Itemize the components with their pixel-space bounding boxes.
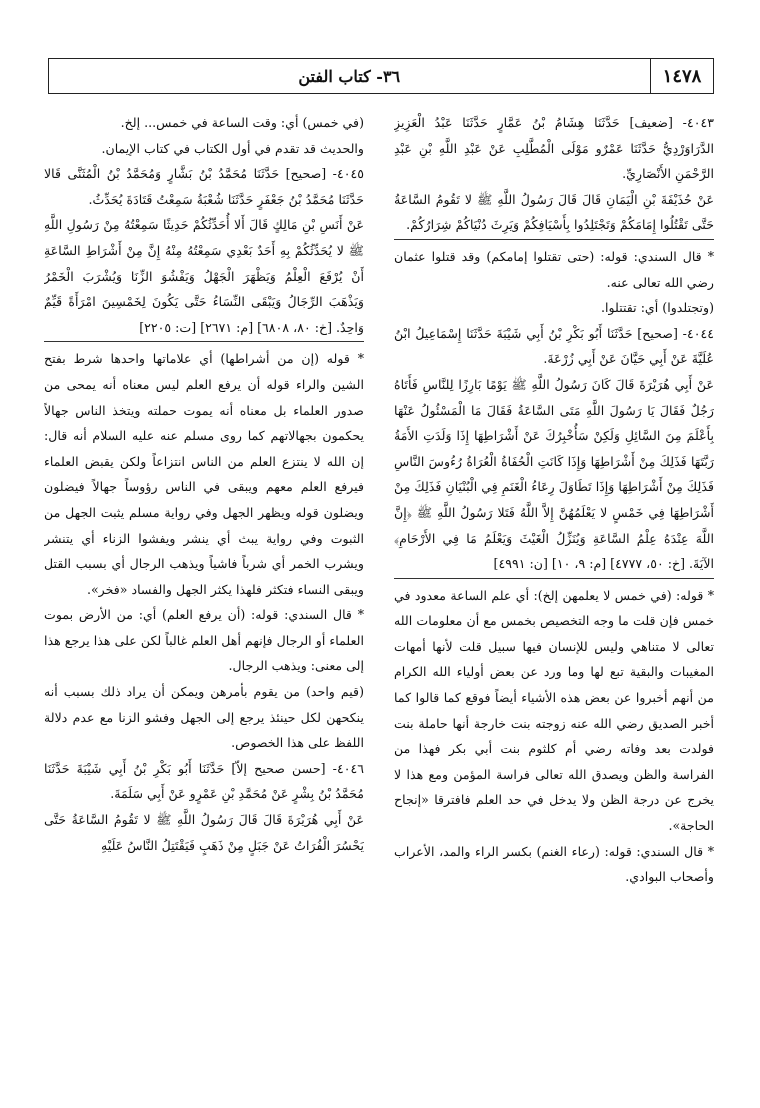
hadith-4046-matn: عَنْ أَبِي هُرَيْرَةَ قَالَ قَالَ رَسُولُ اللَّهِ ﷺ لا تَقُومُ السَّاعَةُ حَتَّى يَحْسُرَ الْفُرَاتُ عَنْ جَبَلٍ مِنْ ذَهَبٍ فَيَقْتَتِلُ النَّاسُ عَلَيْهِ (44, 812, 364, 853)
commentary-divider (394, 578, 714, 579)
commentary-note: (قيم واحد) من يقوم بأمرهن ويمكن أن يراد ذلك بسبب أنه ينكحهن لكل حينئذ يرجع إلى الجهل وفشو الزنا مع عدم دلالة اللفظ على هذا الخصوص. (44, 684, 364, 751)
hadith-4043-matn: عَنْ حُذَيْفَةَ بْنِ الْيَمَانِ قَالَ قَالَ رَسُولُ اللَّهِ ﷺ لا تَقُومُ السَّاعَةُ حَتَّى تَقْتُلُوا إِمَامَكُمْ وَتَجْتَلِدُوا بِأَسْيَافِكُمْ وَيَرِثَ دُنْيَاكُمْ شِرَارُكُمْ. (394, 191, 714, 233)
commentary-injah: * قوله: (في خمس لا يعلمهن إلخ): أي علم الساعة معدود في خمس فإن قلت ما وجه التخصيص بخمس مع أن معلومات الله تعالى لا متناهي وليس للإنسان فيها سبيل قلت لأنها أمهات المغيبات والبقية تبع لها وما ورد عن بعض أولياء الله الكرام من أنهم أخبروا عن بعض هذه الأشياء أيضاً فوقع كما قالوا كما أخبر الصديق رضي الله عنه زوجته بنت خارجة أنها حاملة بنت فولدت بعد وفاته رضي أم كلثوم بنت أبي بكر فهذا من الفراسة والظن ويصدق الله تعالى فراسة المؤمن ومع هذا لا يخرج عن درجة الظن ولا يدخل في حد العلم فافترقا «إنجاح الحاجة». (394, 587, 714, 834)
commentary-fakhr: * قوله (إن من أشراطها) أي علاماتها واحدها شرط بفتح الشين والراء قوله أن يرفع العلم ليس معناه أنه يمحى من صدور العلماء بل معناه أنه يموت حملته ويتخذ الناس جهالاً يحكمون بجهالاتهم كما روى مسلم عنه عليه السلام أنه قال: إن الله لا ينتزع العلم من الناس انتزاعاً ولكن يقبض العلماء فيرفع العلم معهم ويبقى في الناس رؤوساً جهالاً فيضلون ويضلون قوله ويظهر الجهل وفي رواية مسلم يثبت الجهل من الثبوت وفي رواية يبث أي ينشر ويفشوا الزناء أي يتنشر ويشرب الخمر أي شرباً فاشياً ويذهب الرجال أي بسبب القتل ويبقى النساء فتكثر فلهذا يكثر الجهل والفساد «فخر». (44, 351, 364, 597)
commentary-continued: (في خمس) أي: وقت الساعة في خمس... إلخ. (120, 115, 364, 130)
hadith-4045-matn: عَنْ أَنَسِ بْنِ مَالِكٍ قَالَ أَلا أُحَدِّثُكُمْ حَدِيثًا سَمِعْتُهُ مِنْ رَسُولِ اللَّهِ ﷺ لا يُحَدِّثُكُمْ بِهِ أَحَدٌ بَعْدِي سَمِعْتُهُ مِنْهُ إِنَّ مِنْ أَشْرَاطِ السَّاعَةِ أَنْ يُرْفَعَ الْعِلْمُ وَيَظْهَرَ الْجَهْلُ وَيَفْشُوَ الزِّنَا وَيُشْرَبَ الْخَمْرُ وَيَذْهَبَ الرِّجَالُ وَيَبْقَى النِّسَاءُ حَتَّى يَكُونَ لِخَمْسِينَ امْرَأَةً قَيِّمٌ وَاحِدٌ. [خ: ٨٠، ٦٨٠٨] [م: ٢٦٧١] [ت: ٢٢٠٥] (44, 217, 364, 335)
commentary-divider (44, 341, 364, 342)
commentary-sindi: * قال السندي: قوله: (حتى تقتلوا إمامكم) وقد قتلوا عثمان رضي الله تعالى عنه. (394, 248, 714, 290)
page-header (48, 58, 714, 94)
hadith-4046-isnad: ٤٠٤٦- [حسن صحيح إلاّ] حَدَّثَنَا أَبُو بَكْرِ بْنُ أَبِي شَيْبَةَ حَدَّثَنَا مُحَمَّدُ بْنُ بِشْرٍ عَنْ مُحَمَّدِ بْنِ عَمْرٍو عَنْ أَبِي سَلَمَةَ. (44, 760, 364, 802)
commentary-sindi: * قال السندي: قوله: (رعاء الغنم) بكسر الراء والمد، الأعراب وأصحاب البوادي. (394, 843, 714, 885)
hadith-4043-isnad: ٤٠٤٣- [ضعيف] حَدَّثَنَا هِشَامُ بْنُ عَمَّارٍ حَدَّثَنَا عَبْدُ الْعَزِيزِ الدَّرَاوَرْدِيُّ حَدَّثَنَا عَمْرٌو مَوْلَى الْمُطَّلِبِ عَنْ عَبْدِ اللَّهِ بْنِ عَبْدِ الرَّحْمَنِ الأَنْصَارِيِّ. (394, 115, 714, 182)
hadith-4044-matn: عَنْ أَبِي هُرَيْرَةَ قَالَ كَانَ رَسُولُ اللَّهِ ﷺ يَوْمًا بَارِزًا لِلنَّاسِ فَأَتَاهُ رَجُلٌ فَقَالَ يَا رَسُولَ اللَّهِ مَتَى السَّاعَةُ فَقَالَ مَا الْمَسْئُولُ عَنْهَا بِأَعْلَمَ مِنَ السَّائِلِ وَلَكِنْ سَأُخْبِرُكَ عَنْ أَشْرَاطِهَا إِذَا وَلَدَتِ الأَمَةُ رَبَّتَهَا فَذَلِكَ مِنْ أَشْرَاطِهَا وَإِذَا كَانَتِ الْحُفَاةُ الْعُرَاةُ رُءُوسَ النَّاسِ فَذَلِكَ مِنْ أَشْرَاطِهَا وَإِذَا تَطَاوَلَ رِعَاءُ الْغَنَمِ فِي الْبُنْيَانِ فَذَلِكَ مِنْ أَشْرَاطِهَا فِي خَمْسٍ لا يَعْلَمُهُنَّ إِلاَّ اللَّهُ فَتَلا رَسُولُ اللَّهِ ﷺ ﴿إِنَّ اللَّهَ عِنْدَهُ عِلْمُ السَّاعَةِ وَيُنَزِّلُ الْغَيْثَ وَيَعْلَمُ مَا فِي الأَرْحَامِ﴾ الآيَةَ. [خ: ٥٠، ٤٧٧٧] [م: ٩، ١٠] [ن: ٤٩٩١] (394, 376, 714, 572)
commentary-note: والحديث قد تقدم في أول الكتاب في كتاب الإيمان. (101, 140, 364, 156)
commentary-divider (394, 239, 714, 240)
left-column (44, 110, 364, 1100)
hadith-4045-isnad: ٤٠٤٥- [صحيح] حَدَّثَنَا مُحَمَّدُ بْنُ بَشَّارٍ وَمُحَمَّدُ بْنُ الْمُثَنَّى قَالا حَدَّثَنَا مُحَمَّدُ بْنُ جَعْفَرٍ حَدَّثَنَا شُعْبَةُ سَمِعْتُ قَتَادَةَ يُحَدِّثُ. (44, 166, 364, 207)
commentary-note: (وتجتلدوا) أي: تقتتلوا. (601, 300, 714, 316)
page-number: ١٤٧٨ (662, 65, 702, 87)
right-column (394, 110, 714, 1100)
chapter-title: ٣٦- كتاب الفتن (298, 66, 401, 86)
commentary-sindi: * قال السندي: قوله: (أن يرفع العلم) أي: من الأرض بموت العلماء أو الرجال فإنهم أهل العلم غالباً لكن على هذا يرجع هذا إلى معنى: ويذهب الرجال. (44, 607, 364, 674)
hadith-4044-isnad: ٤٠٤٤- [صحيح] حَدَّثَنَا أَبُو بَكْرِ بْنُ أَبِي شَيْبَةَ حَدَّثَنَا إِسْمَاعِيلُ ابْنُ عُلَيَّةَ عَنْ أَبِي حَيَّانَ عَنْ أَبِي زُرْعَةَ. (394, 325, 714, 367)
